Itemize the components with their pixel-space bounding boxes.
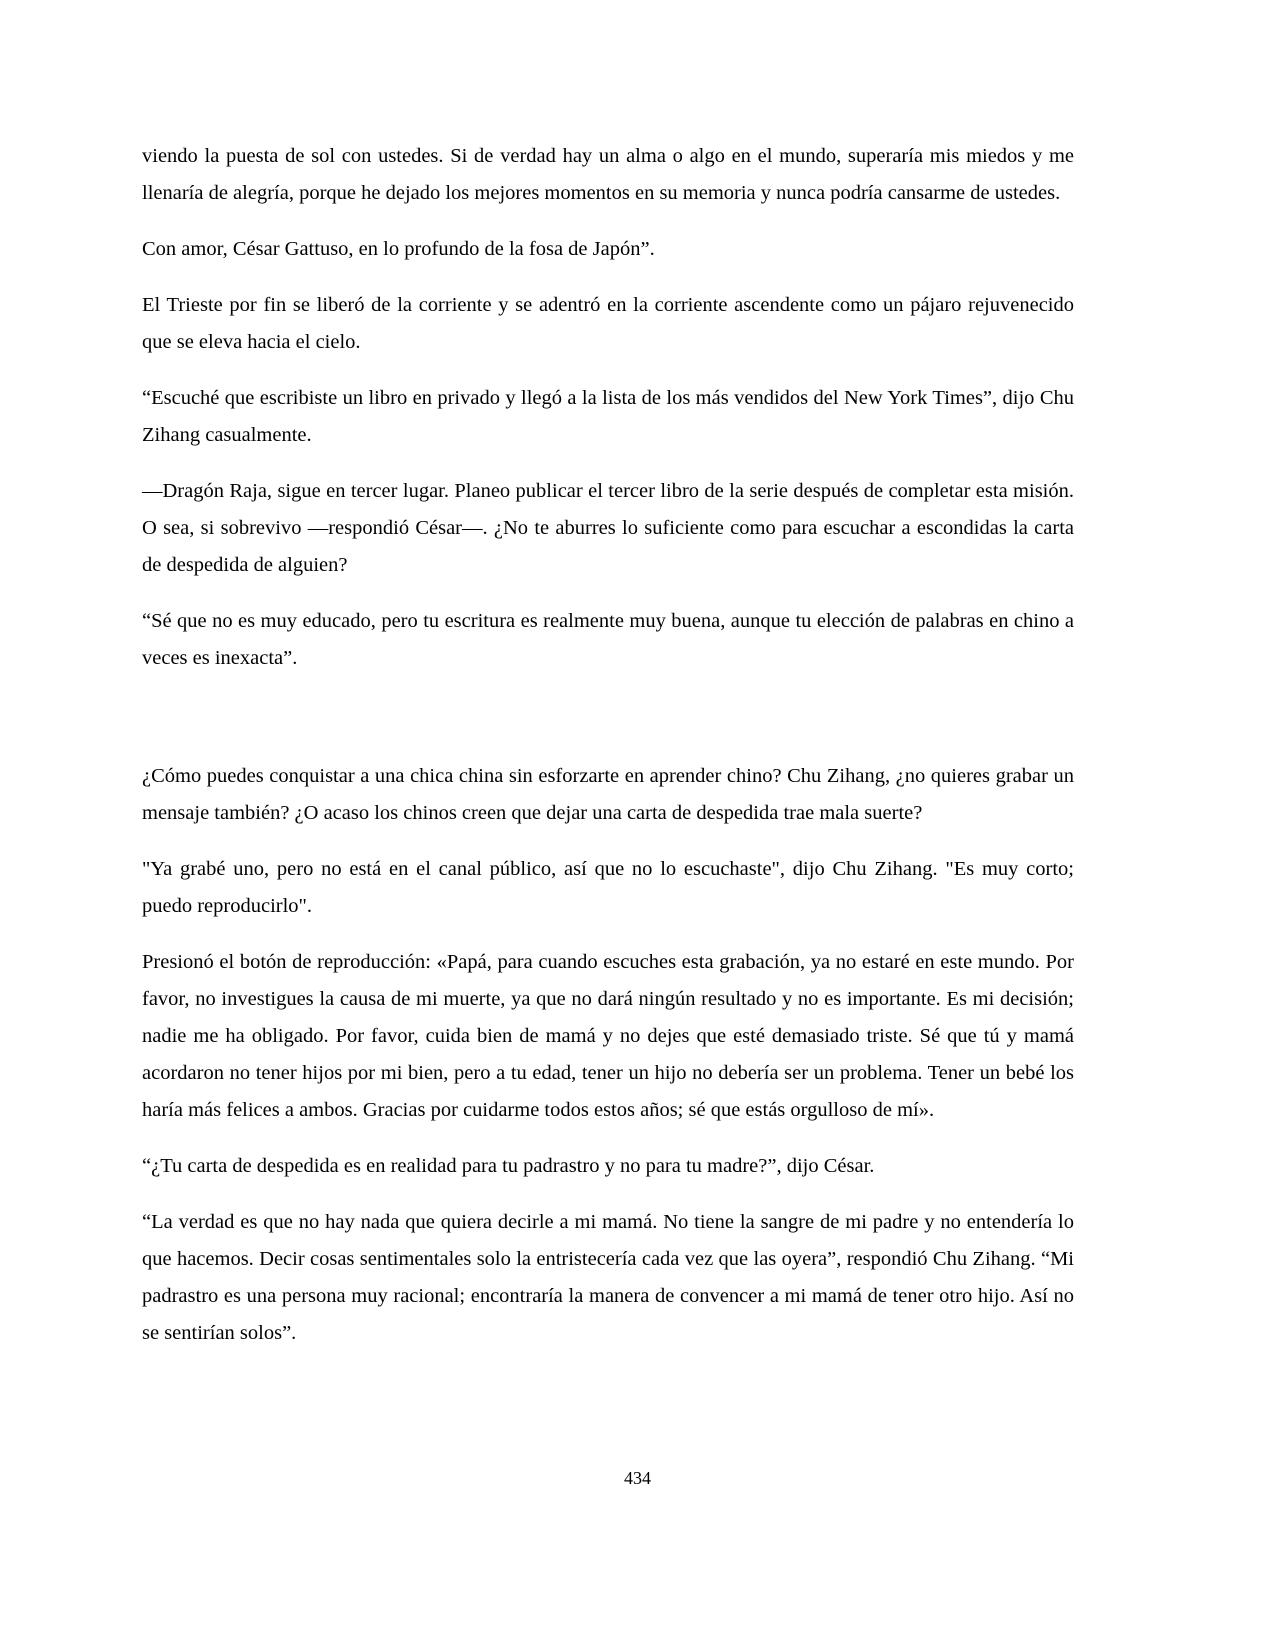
page-body [142, 138, 1074, 1352]
page-number: 434 [624, 1468, 651, 1488]
paragraph: Con amor, César Gattuso, en lo profundo de la fosa de Japón”. [142, 238, 655, 260]
paragraph: El Trieste por fin se liberó de la corriente y se adentró en la corriente ascendente como un pájaro rejuvenecido que se eleva hacia el cielo. [142, 294, 1074, 353]
paragraph: —Dragón Raja, sigue en tercer lugar. Planeo publicar el tercer libro de la serie después de completar esta misión. O sea, si sobrevivo —respondió César—. ¿No te aburres lo suficiente como para escuchar a escondidas la carta de despedida de alguien? [142, 480, 1074, 576]
paragraph: “Sé que no es muy educado, pero tu escritura es realmente muy buena, aunque tu elección de palabras en chino a veces es inexacta”. [142, 610, 1074, 669]
paragraph: "Ya grabé uno, pero no está en el canal público, así que no lo escuchaste", dijo Chu Zihang. "Es muy corto; puedo reproducirlo". [142, 858, 1074, 917]
paragraph: “La verdad es que no hay nada que quiera decirle a mi mamá. No tiene la sangre de mi padre y no entendería lo que hacemos. Decir cosas sentimentales solo la entristecería cada vez que las oyera”, respondió Chu Zihang. “Mi padrastro es una persona muy racional; encontraría la manera de convencer a mi mamá de tener otro hijo. Así no se sentirían solos”. [142, 1211, 1074, 1344]
paragraph: Presionó el botón de reproducción: «Papá, para cuando escuches esta grabación, ya no estaré en este mundo. Por favor, no investigues la causa de mi muerte, ya que no dará ningún resultado y no es importante. Es mi decisión; nadie me ha obligado. Por favor, cuida bien de mamá y no dejes que esté demasiado triste. Sé que tú y mamá acordaron no tener hijos por mi bien, pero a tu edad, tener un hijo no debería ser un problema. Tener un bebé los haría más felices a ambos. Gracias por cuidarme todos estos años; sé que estás orgulloso de mí». [142, 951, 1074, 1121]
paragraph: viendo la puesta de sol con ustedes. Si de verdad hay un alma o algo en el mundo, superaría mis miedos y me llenaría de alegría, porque he dejado los mejores momentos en su memoria y nunca podría cansarme de ustedes. [142, 145, 1074, 204]
paragraph: “Escuché que escribiste un libro en privado y llegó a la lista de los más vendidos del New York Times”, dijo Chu Zihang casualmente. [142, 387, 1074, 446]
paragraph: ¿Cómo puedes conquistar a una chica china sin esforzarte en aprender chino? Chu Zihang, ¿no quieres grabar un mensaje también? ¿O acaso los chinos creen que dejar una carta de despedida trae mala suerte? [142, 765, 1074, 824]
section-break [142, 696, 1074, 758]
paragraph: “¿Tu carta de despedida es en realidad para tu padrastro y no para tu madre?”, dijo César. [142, 1155, 875, 1177]
